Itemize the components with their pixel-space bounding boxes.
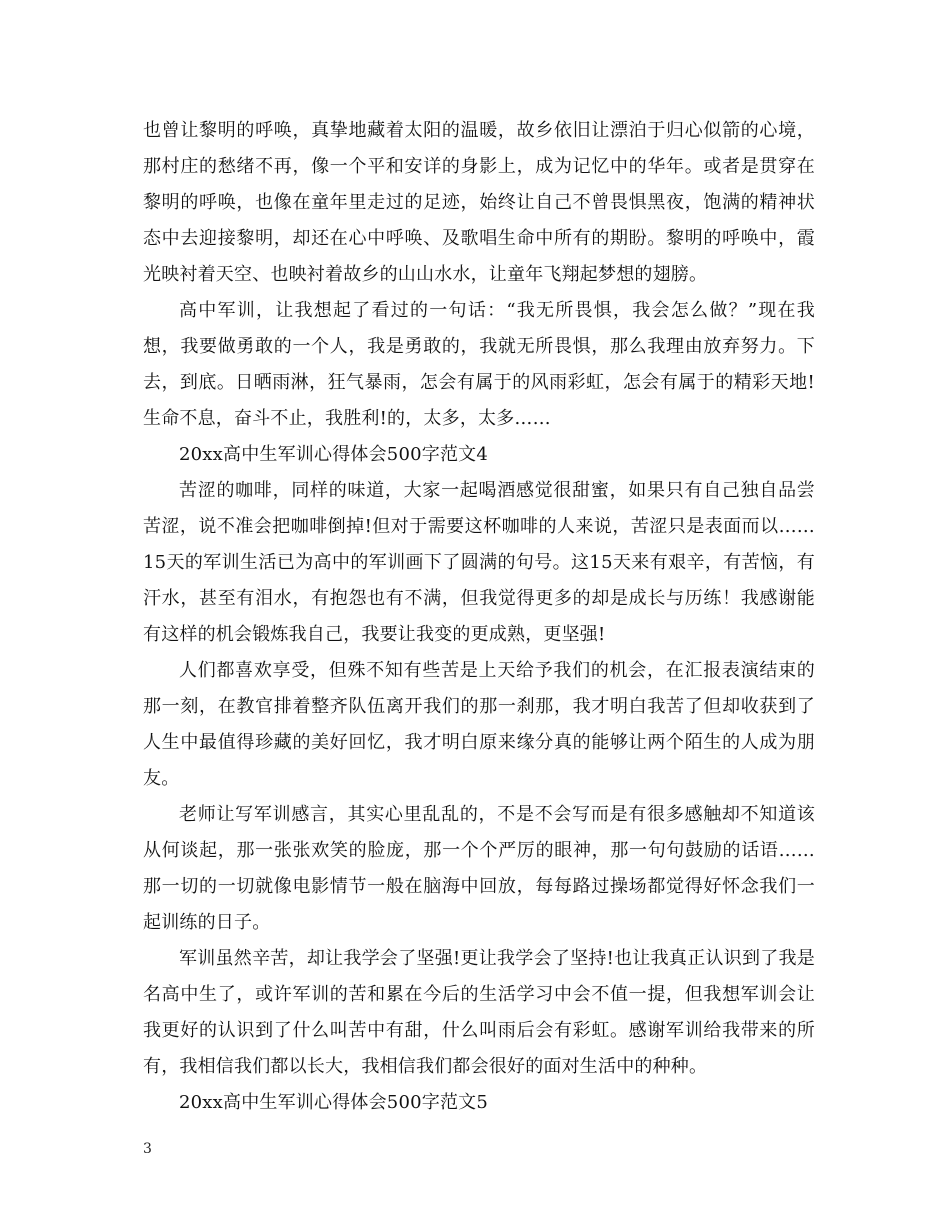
paragraph-1: 也曾让黎明的呼唤，真挚地藏着太阳的温暖，故乡依旧让漂泊于归心似箭的心境，那村庄的愁绪不再，像一个平和安详的身影上，成为记忆中的华年。或者是贯穿在黎明的呼唤，也像在童年里走过的足迹，始终让自己不曾畏惧黑夜，饱满的精神状态中去迎接黎明，却还在心中呼唤、及歌唱生命中所有的期盼。黎明的呼唤中，霞光映衬着天空、也映衬着故乡的山山水水，让童年飞翔起梦想的翅膀。 xyxy=(143,120,815,285)
section-heading-5: 20xx高中生军训心得体会500字范文5 xyxy=(179,1092,489,1113)
document-body xyxy=(143,113,815,1121)
paragraph-2: 高中军训，让我想起了看过的一句话：“我无所畏惧，我会怎么做？”现在我想，我要做勇敢的一个人，我是勇敢的，我就无所畏惧，那么我理由放弃努力。下去，到底。日晒雨淋，狂气暴雨，怎会有属于的风雨彩虹，怎会有属于的精彩天地!生命不息，奋斗不止，我胜利!的，太多，太多…… xyxy=(143,300,815,429)
page-number: 3 xyxy=(143,1141,152,1157)
paragraph-5: 老师让写军训感言，其实心里乱乱的，不是不会写而是有很多感触却不知道该从何谈起，那一张张欢笑的脸庞，那一个个严厉的眼神，那一句句鼓励的话语……那一切的一切就像电影情节一般在脑海中回放，每每路过操场都觉得好怀念我们一起训练的日子。 xyxy=(143,804,815,933)
paragraph-6: 军训虽然辛苦，却让我学会了坚强!更让我学会了坚持!也让我真正认识到了我是名高中生了，或许军训的苦和累在今后的生活学习中会不值一提，但我想军训会让我更好的认识到了什么叫苦中有甜，什么叫雨后会有彩虹。感谢军训给我带来的所有，我相信我们都以长大，我相信我们都会很好的面对生活中的种种。 xyxy=(143,948,815,1077)
section-heading-4: 20xx高中生军训心得体会500字范文4 xyxy=(179,444,489,465)
paragraph-4: 人们都喜欢享受，但殊不知有些苦是上天给予我们的机会，在汇报表演结束的那一刻，在教官排着整齐队伍离开我们的那一刹那，我才明白我苦了但却收获到了人生中最值得珍藏的美好回忆，我才明白原来缘分真的能够让两个陌生的人成为朋友。 xyxy=(143,660,815,789)
paragraph-3: 苦涩的咖啡，同样的味道，大家一起喝酒感觉很甜蜜，如果只有自己独自品尝苦涩，说不准会把咖啡倒掉!但对于需要这杯咖啡的人来说，苦涩只是表面而以…… 15天的军训生活已为高中的军训画下了圆满的句号。这15天来有艰辛，有苦恼，有汗水，甚至有泪水，有抱怨也有不满，但我觉得更多的却是成长与历练！我感谢能有这样的机会锻炼我自己，我要让我变的更成熟，更坚强! xyxy=(143,480,815,645)
